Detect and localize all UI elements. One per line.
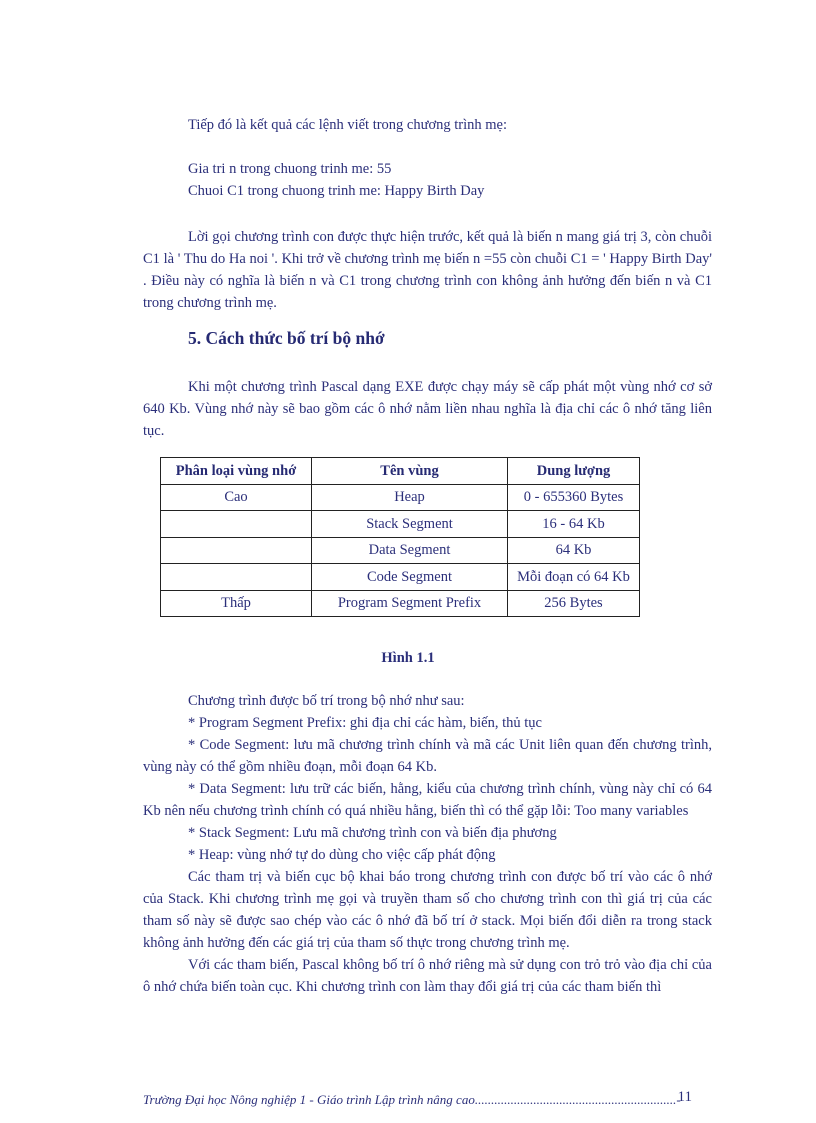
paragraph-memory: Khi một chương trình Pascal dạng EXE được chạy máy sẽ cấp phát một vùng nhớ cơ sở 640 Kb. Vùng nhớ này sẽ bao gồm các ô nhớ nằm liền nhau nghĩa là địa chỉ các ô nhớ tăng liên tục. xyxy=(143,379,712,439)
footer-text: Trường Đại học Nông nghiệp 1 - Giáo trình Lập trình nâng cao xyxy=(143,1092,475,1107)
output-line-n: Gia tri n trong chuong trinh me: 55 xyxy=(188,161,392,177)
table-row xyxy=(161,484,640,511)
table-row xyxy=(161,564,640,591)
bullet-code-segment: * Code Segment: lưu mã chương trình chính và mã các Unit liên quan đến chương trình, vùng này có thể gồm nhiều đoạn, mỗi đoạn 64 Kb. xyxy=(143,737,712,775)
cell-name: Code Segment xyxy=(312,564,508,591)
header-category: Phân loại vùng nhớ xyxy=(161,458,312,485)
bullet-heap: * Heap: vùng nhớ tự do dùng cho việc cấp phát động xyxy=(188,847,496,863)
paragraph-explain: Lời gọi chương trình con được thực hiện trước, kết quả là biến n mang giá trị 3, còn chuỗi C1 là ' Thu do Ha noi '. Khi trở về chương trình mẹ biến n =55 còn chuỗi C1 = ' Happy Birth Day' . Điều này có nghĩa là biến n và C1 trong chương trình con không ảnh hưởng đến biến n và C1 trong chương trình mẹ. xyxy=(143,229,712,311)
header-name: Tên vùng xyxy=(312,458,508,485)
table-header-row xyxy=(161,458,640,485)
cell-name: Heap xyxy=(312,484,508,511)
bullet-data-segment: * Data Segment: lưu trữ các biến, hằng, kiểu của chương trình chính, vùng này chỉ có 64 Kb nên nếu chương trình chính có quá nhiều hằng, biến thì có thể gặp lỗi: Too many variables xyxy=(143,781,712,819)
header-size: Dung lượng xyxy=(508,458,640,485)
memory-table xyxy=(160,457,640,617)
bullet-stack-segment: * Stack Segment: Lưu mã chương trình con và biến địa phương xyxy=(188,825,557,841)
footer-dots: ..............................................................- xyxy=(474,1092,681,1107)
figure-caption: Hình 1.1 xyxy=(381,650,435,666)
cell-size: 0 - 655360 Bytes xyxy=(508,484,640,511)
table-row xyxy=(161,590,640,617)
layout-intro: Chương trình được bố trí trong bộ nhớ như sau: xyxy=(188,693,465,709)
page-footer xyxy=(143,1089,712,1111)
cell-name: Data Segment xyxy=(312,537,508,564)
table-row xyxy=(161,537,640,564)
cell-size: 64 Kb xyxy=(508,537,640,564)
cell-category: Thấp xyxy=(161,590,312,617)
paragraph-var-params: Với các tham biến, Pascal không bố trí ô nhớ riêng mà sử dụng con trỏ trỏ vào địa chỉ của ô nhớ chứa biến toàn cục. Khi chương trình con làm thay đổi giá trị của các tham biến thì xyxy=(143,957,712,995)
page-number: 11 xyxy=(677,1089,692,1105)
cell-size: 256 Bytes xyxy=(508,590,640,617)
cell-name: Stack Segment xyxy=(312,511,508,538)
table-row xyxy=(161,511,640,538)
section-heading: 5. Cách thức bố trí bộ nhớ xyxy=(188,328,385,348)
cell-name: Program Segment Prefix xyxy=(312,590,508,617)
cell-category xyxy=(161,564,312,591)
cell-category xyxy=(161,537,312,564)
cell-size: 16 - 64 Kb xyxy=(508,511,640,538)
output-line-c1: Chuoi C1 trong chuong trinh me: Happy Birth Day xyxy=(188,183,485,199)
intro-line: Tiếp đó là kết quả các lệnh viết trong chương trình mẹ: xyxy=(188,117,508,133)
cell-category xyxy=(161,511,312,538)
bullet-psp: * Program Segment Prefix: ghi địa chỉ các hàm, biến, thủ tục xyxy=(188,715,542,731)
cell-category: Cao xyxy=(161,484,312,511)
cell-size: Mỗi đoạn có 64 Kb xyxy=(508,564,640,591)
paragraph-params: Các tham trị và biến cục bộ khai báo trong chương trình con được bố trí vào các ô nhớ của Stack. Khi chương trình mẹ gọi và truyền tham số cho chương trình con thì giá trị của các tham số này sẽ được sao chép vào các ô nhớ đã bố trí ở stack. Mọi biến đổi diễn ra trong stack không ảnh hưởng đến các giá trị của tham số thực trong chương trình mẹ. xyxy=(143,869,712,951)
